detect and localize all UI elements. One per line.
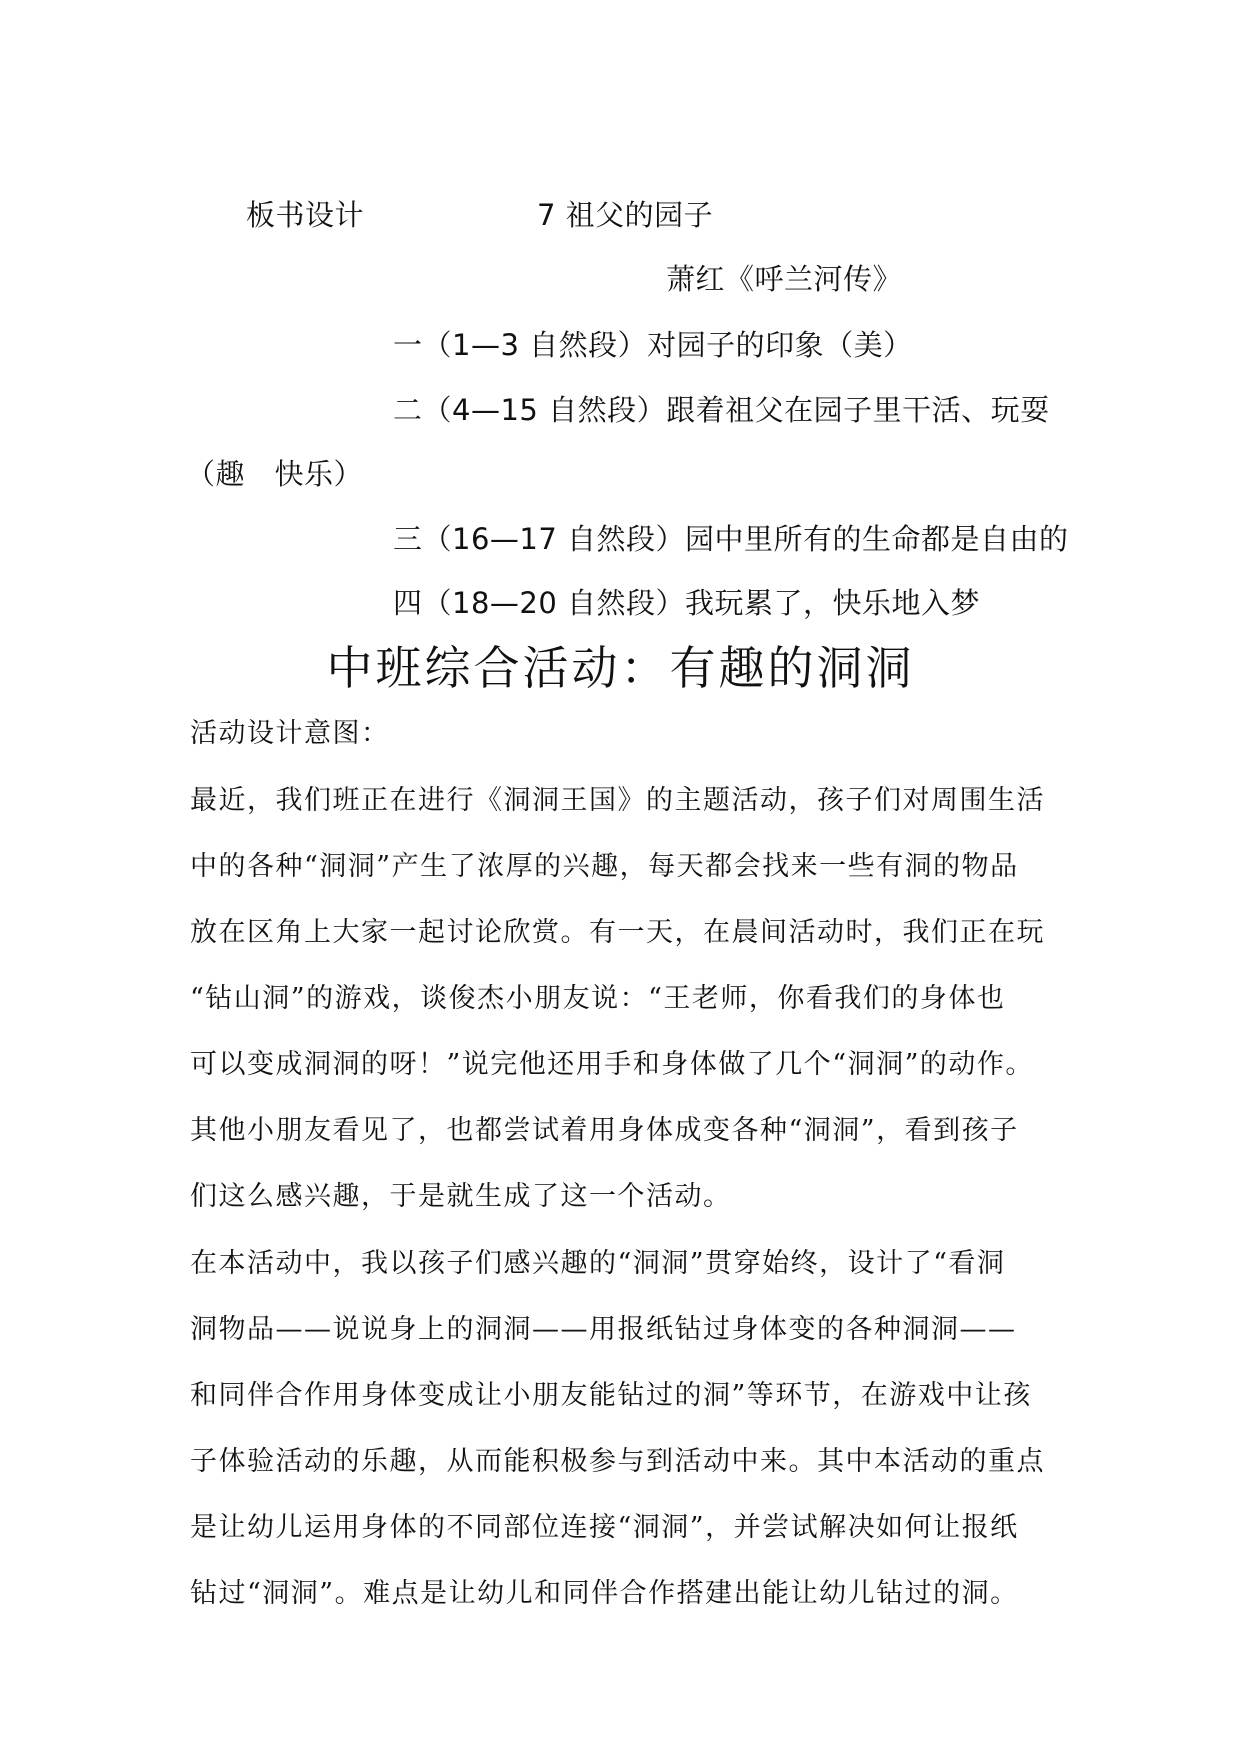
board-line-3: 三（16—17 自然段）园中里所有的生命都是自由的 — [393, 522, 1069, 556]
paragraph-1-line: 放在区角上大家一起讨论欣赏。有一天，在晨间活动时，我们正在玩 — [190, 917, 1045, 948]
paragraph-1-line: 最近，我们班正在进行《洞洞王国》的主题活动，孩子们对周围生活 — [190, 785, 1045, 816]
paragraph-1-line: 中的各种“洞洞”产生了浓厚的兴趣，每天都会找来一些有洞的物品 — [190, 851, 1019, 882]
paragraph-2-line: 子体验活动的乐趣，从而能积极参与到活动中来。其中本活动的重点 — [190, 1446, 1045, 1477]
board-line-1: 一（1—3 自然段）对园子的印象（美） — [393, 328, 913, 362]
lesson-author: 萧红《呼兰河传》 — [666, 262, 903, 296]
paragraph-2-line: 是让幼儿运用身体的不同部位连接“洞洞”，并尝试解决如何让报纸 — [190, 1512, 1019, 1543]
board-line-4: 四（18—20 自然段）我玩累了，快乐地入梦 — [393, 586, 981, 620]
paragraph-1-line: 们这么感兴趣，于是就生成了这一个活动。 — [190, 1181, 732, 1212]
paragraph-2-line: 钻过“洞洞”。难点是让幼儿和同伴合作搭建出能让幼儿钻过的洞。 — [190, 1578, 1019, 1609]
paragraph-1-line: 可以变成洞洞的呀！”说完他还用手和身体做了几个“洞洞”的动作。 — [190, 1049, 1034, 1080]
board-line-2-continued: （趣 快乐） — [186, 457, 364, 491]
board-design-label: 板书设计 — [246, 198, 365, 232]
section-label: 活动设计意图： — [190, 718, 390, 749]
paragraph-1-line: 其他小朋友看见了，也都尝试着用身体成变各种“洞洞”，看到孩子 — [190, 1115, 1019, 1146]
paragraph-2-line: 洞物品——说说身上的洞洞——用报纸钻过身体变的各种洞洞—— — [190, 1314, 1017, 1345]
paragraph-2-line: 和同伴合作用身体变成让小朋友能钻过的洞”等环节，在游戏中让孩 — [190, 1380, 1032, 1411]
lesson-title: 7 祖父的园子 — [537, 198, 714, 232]
paragraph-2-line: 在本活动中，我以孩子们感兴趣的“洞洞”贯穿始终，设计了“看洞 — [190, 1248, 1006, 1279]
article-title: 中班综合活动：有趣的洞洞 — [326, 641, 915, 695]
paragraph-1-line: “钻山洞”的游戏，谈俊杰小朋友说：“王老师，你看我们的身体也 — [190, 983, 1006, 1014]
board-line-2: 二（4—15 自然段）跟着祖父在园子里干活、玩耍 — [393, 393, 1050, 427]
